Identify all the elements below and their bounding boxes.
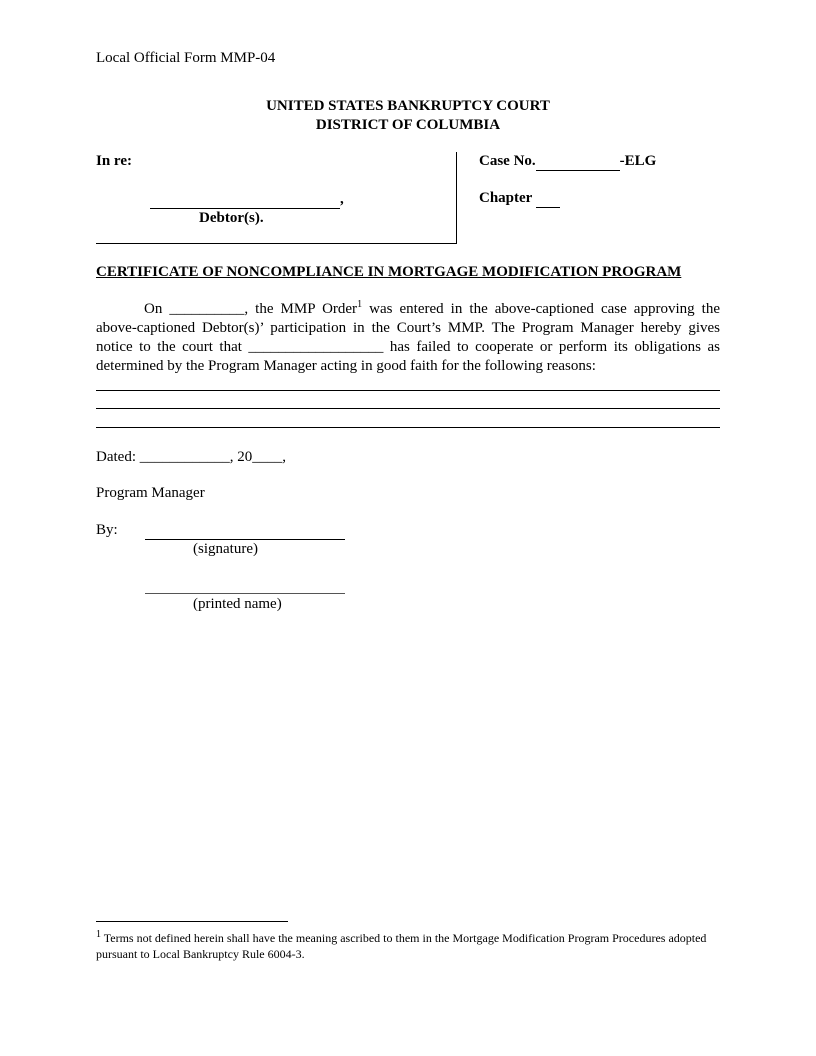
chapter-field[interactable]	[479, 190, 560, 208]
body-paragraph	[96, 300, 720, 376]
footnote-separator	[96, 921, 288, 922]
caption-vertical-rule	[456, 152, 457, 244]
signature-caption: (signature)	[193, 541, 258, 557]
debtor-comma: ,	[340, 191, 344, 207]
body-text-part1: On __________, the MMP Order	[144, 301, 358, 317]
printed-name-line[interactable]	[145, 593, 345, 594]
court-name: UNITED STATES BANKRUPTCY COURT	[266, 98, 550, 114]
reason-line-1[interactable]	[96, 390, 720, 391]
footnote-text: Terms not defined herein shall have the meaning ascribed to them in the Mortgage Modification Program Procedures adopted pursuant to Local Bankruptcy Rule 6004-3.	[96, 931, 707, 961]
reason-line-2[interactable]	[96, 408, 720, 409]
form-id: Local Official Form MMP-04	[96, 50, 276, 66]
case-no-label: Case No.	[479, 153, 536, 169]
reason-line-3[interactable]	[96, 427, 720, 428]
body-text-part2: was entered in the above-captioned case approving the above-captioned Debtor(s)’ participation in the Court’s MMP. The Program Manager hereby gives notice to the court that __________________ has failed to cooperate or perform its obligations as determined by the Program Manager acting in good faith for the following reasons:	[96, 301, 720, 374]
signature-line[interactable]	[145, 539, 345, 540]
case-number-field[interactable]	[479, 153, 656, 171]
printed-name-caption: (printed name)	[193, 596, 282, 612]
in-re-label: In re:	[96, 153, 132, 169]
case-suffix: -ELG	[619, 153, 657, 169]
debtor-label: Debtor(s).	[199, 210, 264, 226]
footnote-ref: 1	[357, 299, 363, 310]
caption-bottom-rule	[96, 243, 456, 244]
program-manager-label: Program Manager	[96, 485, 205, 501]
debtor-name-field[interactable]	[150, 191, 344, 209]
footnote	[96, 930, 720, 962]
footnote-number: 1	[96, 929, 101, 940]
by-label: By:	[96, 522, 118, 538]
chapter-label: Chapter	[479, 190, 533, 206]
court-district: DISTRICT OF COLUMBIA	[315, 117, 501, 133]
document-title: CERTIFICATE OF NONCOMPLIANCE IN MORTGAGE MODIFICATION PROGRAM	[96, 264, 682, 280]
dated-line[interactable]: Dated: ____________, 20____,	[96, 449, 286, 465]
